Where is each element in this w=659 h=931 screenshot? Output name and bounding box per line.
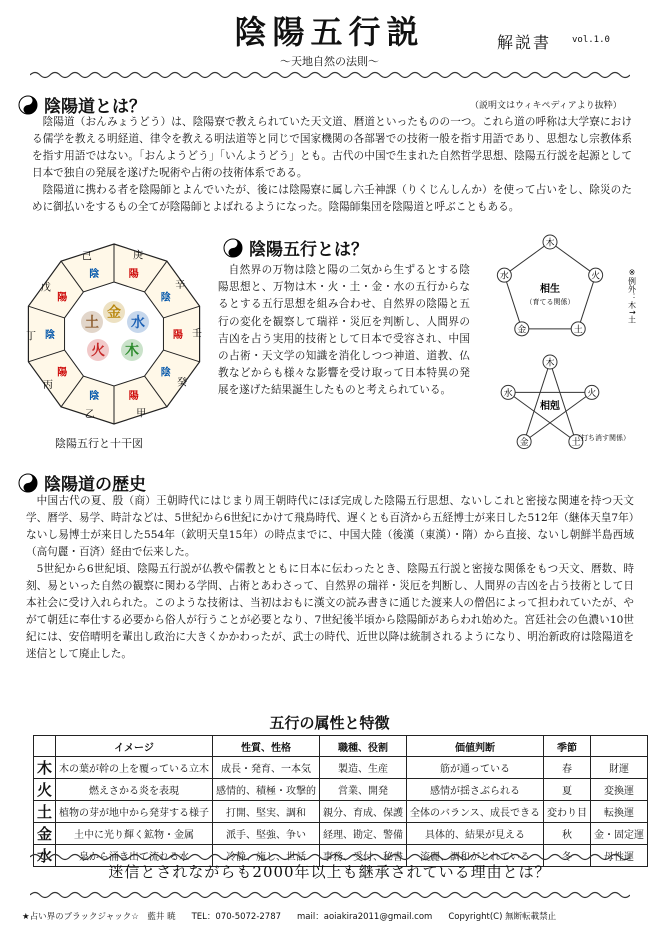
table-cell-job: 親分、育成、保護 xyxy=(320,801,407,823)
table-cell-nature: 打開、堅実、調和 xyxy=(213,801,320,823)
section-heading-text: 陰陽道の歴史 xyxy=(44,475,146,495)
paragraph: 中国古代の夏、殷（商）王朝時代にはじまり周王朝時代にほぼ完成した陰陽五行思想、ないしこれと密接な関連を持つ天文学、暦学、易学、時計などは、5世紀から6世紀にかけて飛鳥時代、遅くとも百済から五経博士が来日した512年（継体天皇7年）ないし易博士が来日した554年（欽明天皇15年）の時点までに、中国大陸（後漢（東漢）・隋）から直接、ないし朝鮮半島西域（高句麗・百済）経由で伝来した。 xyxy=(26,495,634,558)
table-cell-luck: 金・固定運 xyxy=(591,823,648,845)
element-node-label: 木 xyxy=(545,358,555,369)
column-header xyxy=(591,736,648,757)
element-node-label: 金 xyxy=(519,438,529,449)
column-header: 季節 xyxy=(544,736,591,757)
element-label: 土 xyxy=(85,315,99,331)
table-header-row xyxy=(34,736,648,757)
footer-mail[interactable]: mail：aoiakira2011@gmail.com xyxy=(297,912,433,922)
heavenly-stem-label: 壬 xyxy=(191,328,202,340)
yinyang-label: 陽 xyxy=(128,390,139,402)
table-cell-img: 木の葉が幹の上を覆っている立木 xyxy=(56,757,213,779)
table-cell-nature: 感情的、積極・攻撃的 xyxy=(213,779,320,801)
table-cell-luck: 財運 xyxy=(591,757,648,779)
table-cell-season: 秋 xyxy=(544,823,591,845)
decorative-border-bottom xyxy=(30,890,630,900)
element-node-label: 火 xyxy=(591,271,601,282)
yin-yang-icon xyxy=(18,473,38,493)
table-cell-season: 冬 xyxy=(544,845,591,867)
yinyang-label: 陽 xyxy=(173,330,183,341)
sheng-arrow xyxy=(578,275,595,329)
heavenly-stem-label: 戊 xyxy=(40,282,51,294)
table-cell-value: 流麗、調和がとれている xyxy=(407,845,544,867)
section-heading-text: 陰陽五行とは？ xyxy=(249,240,368,260)
table-cell-value: 具体的、結果が見える xyxy=(407,823,544,845)
footer xyxy=(22,910,642,922)
exception-note: ※例外：木↑土 xyxy=(627,268,637,324)
yinyang-label: 陰 xyxy=(160,292,171,304)
ke-arrow xyxy=(508,392,576,441)
page-title: 陰陽五行説 xyxy=(234,13,425,51)
sheng-sublabel: （育てる関係） xyxy=(525,298,575,306)
section-heading-gogyo xyxy=(223,235,368,260)
section-heading-text: 陰陽道とは？ xyxy=(44,97,146,117)
attributes-table xyxy=(33,735,648,867)
sheng-arrow xyxy=(550,242,596,275)
doc-type: 解説書 xyxy=(497,33,552,52)
table-cell-nature: 成長・発育、一本気 xyxy=(213,757,320,779)
table-cell-job: 営業、開発 xyxy=(320,779,407,801)
heavenly-stem-label: 甲 xyxy=(136,408,147,420)
yinyang-label: 陽 xyxy=(57,367,68,379)
element-label: 水 xyxy=(131,315,145,331)
element-node-label: 土 xyxy=(573,325,583,336)
element-node-label: 金 xyxy=(517,325,527,336)
element-label: 木 xyxy=(125,343,139,359)
table-cell-season: 春 xyxy=(544,757,591,779)
closing-question: 迷信とされながらも2000年以上も継承されている理由とは？ xyxy=(108,863,551,881)
page-subtitle: 〜天地自然の法則〜 xyxy=(280,55,379,68)
table-cell-job: 経理、勘定、警備 xyxy=(320,823,407,845)
paragraph: 陰陽道に携わる者を陰陽師とよんでいたが、後には陰陽寮に属し六壬神課（りくじんしんか）を使って占いをし、除災のために御払いをするもの全てが陰陽師とよばれるようになった。陰陽師集団を陰陽道と呼ぶこともある。 xyxy=(32,184,632,213)
table-cell-img: 泉から涌き出て流れる水 xyxy=(56,845,213,867)
section-heading-history xyxy=(18,470,146,495)
table-cell-luck: 転換運 xyxy=(591,801,648,823)
table-cell-nature: 派手、堅強、争い xyxy=(213,823,320,845)
element-node-label: 土 xyxy=(571,438,581,449)
table-cell-luck: 母性運 xyxy=(591,845,648,867)
sheng-arrow xyxy=(504,242,550,275)
element-label: 金 xyxy=(107,305,121,321)
table-cell-el: 火 xyxy=(34,779,56,801)
table-cell-luck: 変換運 xyxy=(591,779,648,801)
yinyang-label: 陽 xyxy=(128,269,139,281)
table-cell-season: 変わり目 xyxy=(544,801,591,823)
element-node-label: 火 xyxy=(587,388,597,399)
column-header: 性質、性格 xyxy=(213,736,320,757)
table-cell-value: 全体のバランス、成長できる xyxy=(407,801,544,823)
decagon-inner xyxy=(65,282,164,386)
ten-stems-diagram xyxy=(20,240,208,428)
table-cell-value: 筋が通っている xyxy=(407,757,544,779)
yinyang-label: 陰 xyxy=(160,367,171,379)
heavenly-stem-label: 丁 xyxy=(26,331,37,343)
version-label: vol.1.0 xyxy=(572,35,610,45)
ke-sublabel: （打ち消す関係） xyxy=(574,434,630,442)
footer-copyright: Copyright(C) 無断転載禁止 xyxy=(448,912,557,922)
table-cell-img: 土中に光り輝く鉱物・金属 xyxy=(56,823,213,845)
footer-tel: TEL：070-5072-2787 xyxy=(191,912,282,922)
heavenly-stem-label: 乙 xyxy=(84,409,95,421)
element-node-label: 水 xyxy=(503,388,513,399)
table-cell-season: 夏 xyxy=(544,779,591,801)
footer-author: ★占い界のブラックジャック☆ 藍井 暁 xyxy=(22,912,176,922)
heavenly-stem-label: 癸 xyxy=(177,377,188,389)
element-node-label: 水 xyxy=(499,271,509,282)
table-cell-el: 木 xyxy=(34,757,56,779)
table-row xyxy=(34,779,648,801)
table-cell-el: 土 xyxy=(34,801,56,823)
heavenly-stem-label: 丙 xyxy=(42,380,53,392)
heavenly-stem-label: 辛 xyxy=(175,279,186,291)
table-cell-job: 製造、生産 xyxy=(320,757,407,779)
table-row xyxy=(34,801,648,823)
diagram-caption: 陰陽五行と十干図 xyxy=(55,437,143,450)
column-header: 職種、役割 xyxy=(320,736,407,757)
source-note: （説明文はウィキペディアより抜粋） xyxy=(470,101,622,111)
heavenly-stem-label: 己 xyxy=(81,251,92,263)
table-row xyxy=(34,757,648,779)
yin-yang-icon xyxy=(223,238,243,258)
table-cell-job: 事務、受付、秘書 xyxy=(320,845,407,867)
paragraph: 自然界の万物は陰と陽の二気から生ずるとする陰陽思想と、万物は木・火・土・金・水の五行からなるとする五行思想を組み合わせ、自然界の陰陽と五行の変化を観察して瑞祥・災厄を判断し、人間界の吉凶を占う実用的技術として日本で受容され、中国の占術・天文学の知識を消化しつつ神道、道教、仏教などからも様々な影響を受け取って日本特異の発展を遂げた結果誕生したものと考えられている。 xyxy=(218,264,470,397)
table-title: 五行の属性と特徴 xyxy=(269,714,390,732)
yinyang-label: 陰 xyxy=(45,330,55,341)
table-cell-img: 植物の芽が地中から発芽する様子 xyxy=(56,801,213,823)
element-node-label: 木 xyxy=(545,238,555,249)
paragraph: 5世紀から6世紀頃、陰陽五行説が仏教や儒教とともに日本に伝わったとき、陰陽五行説と密接な関係をもつ天文、暦数、時刻、易といった自然の観察に関わる学問、占術とあわさって、自然界の瑞祥・災厄を判断し、人間界の吉凶を占う技術として日本社会に受け入れられた。このような技術は、当初はおもに漢文の読み書きに通じた渡来人の僧侶によって担われていたが、やがて朝廷に奉仕する必要から俗人が行うことが必要となり、7世紀後半頃から陰陽師があらわれ始めた。宮廷社会の色濃い10世紀には、安倍晴明を輩出し政治に大きくかかわったが、武士の時代、近世以降は統制されるようになり、明治新政府は陰陽道を迷信として廃止した。 xyxy=(26,563,634,660)
element-label: 火 xyxy=(91,343,105,359)
column-header: 価値判断 xyxy=(407,736,544,757)
yinyang-label: 陰 xyxy=(89,390,100,402)
table-cell-nature: 冷静、施し、世話 xyxy=(213,845,320,867)
column-header xyxy=(34,736,56,757)
sheng-label: 相生 xyxy=(540,284,560,295)
yinyang-label: 陰 xyxy=(89,269,100,281)
table-cell-value: 感情が揺さぶられる xyxy=(407,779,544,801)
heavenly-stem-label: 庚 xyxy=(133,250,144,262)
column-header: イメージ xyxy=(56,736,213,757)
table-row xyxy=(34,823,648,845)
table-cell-img: 燃えさかる炎を表現 xyxy=(56,779,213,801)
table-cell-el: 水 xyxy=(34,845,56,867)
table-cell-el: 金 xyxy=(34,823,56,845)
five-element-cycles xyxy=(482,228,642,458)
ke-label: 相剋 xyxy=(540,401,560,412)
sheng-arrow xyxy=(504,275,521,329)
yinyang-label: 陽 xyxy=(57,292,68,304)
yin-yang-icon xyxy=(18,95,38,115)
decorative-border-top xyxy=(30,70,630,80)
paragraph: 陰陽道（おんみょうどう）は、陰陽寮で教えられていた天文道、暦道といったものの一つ。これら道の呼称は大学寮における儒学を教える明経道、律令を教える明法道等と同じで国家機関の各部署での技術一般を指す用語であり、思想なし宗教体系を指す用語ではない。「おんようどう」「いんようどう」とも。古代の中国で生まれた自然哲学思想、陰陽五行説を起源として日本で独自の発展を遂げた呪術や占術の技術体系である。 xyxy=(32,116,632,179)
